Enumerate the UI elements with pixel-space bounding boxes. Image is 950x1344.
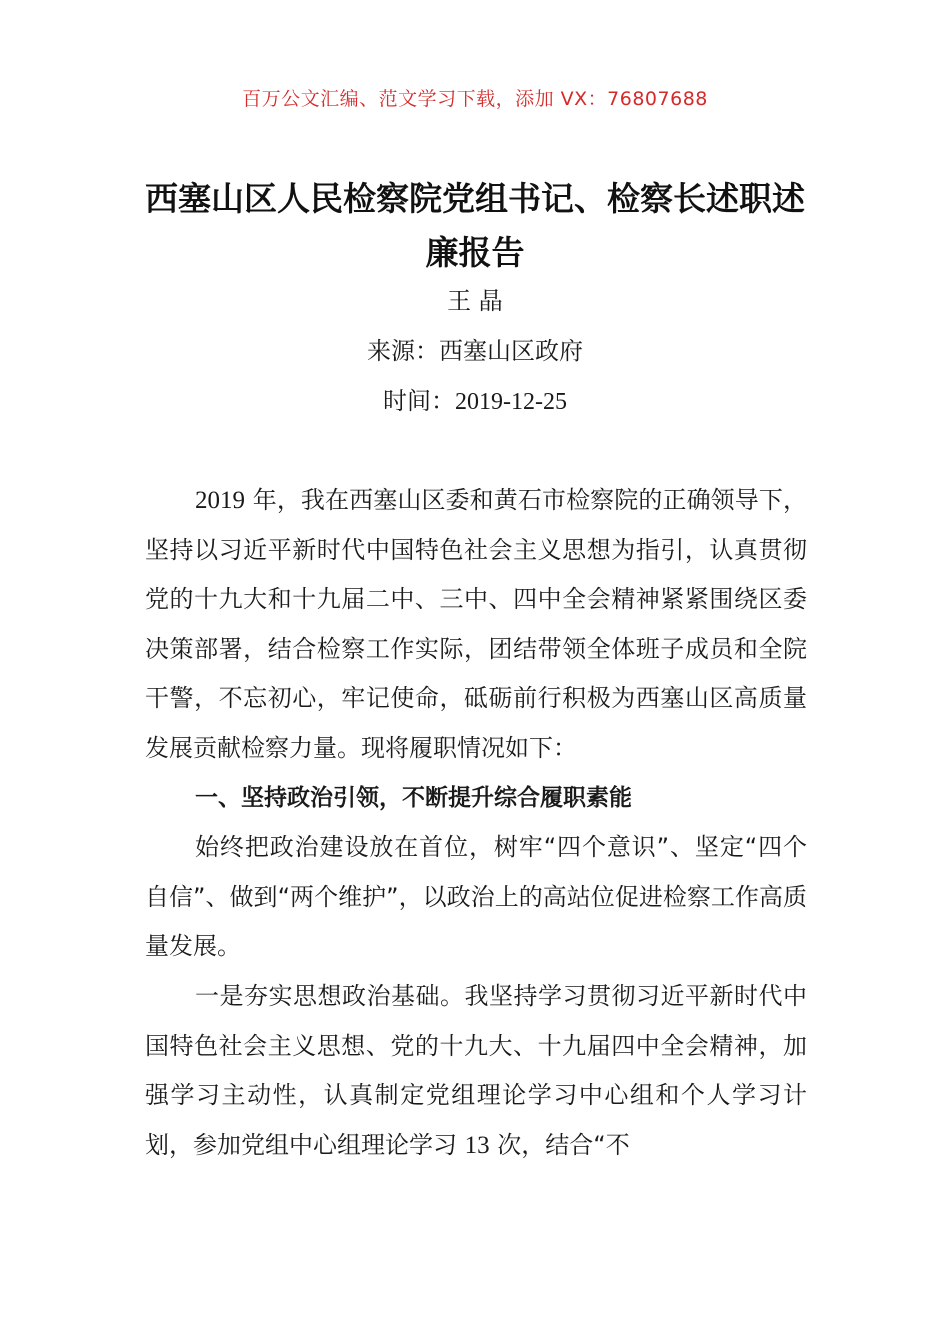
paragraph-ideological-foundation: [145, 972, 807, 1170]
header-watermark-note: 百万公文汇编、范文学习下载，添加 VX：76807688: [242, 88, 708, 110]
study-count: 13: [464, 1131, 490, 1159]
date-value: 2019-12-25: [455, 389, 567, 415]
paragraph-ideological-text-b: 次，结合“不: [489, 1130, 630, 1159]
paragraph-intro-year: 2019: [195, 487, 245, 514]
paragraph-intro-text: 年，我在西塞山区委和黄石市检察院的正确领导下，坚持以习近平新时代中国特色社会主义思想为指引，认真贯彻党的十九大和十九届二中、三中、四中全会精神紧紧围绕区委决策部署，结合检察工作实际，团结带领全体班子成员和全院干警，不忘初心，牢记使命，砥砺前行积极为西塞山区高质量发展贡献检察力量。现将履职情况如下：: [145, 486, 807, 762]
document-body: [145, 476, 807, 1170]
date-label: 时间：: [383, 387, 455, 415]
author-name: 王 晶: [447, 287, 503, 315]
source-line: 来源：西塞山区政府: [367, 337, 583, 365]
document-title: 西塞山区人民检察院党组书记、检察长述职述廉报告: [145, 179, 805, 272]
paragraph-ideological-text-a: 一是夯实思想政治基础。我坚持学习贯彻习近平新时代中国特色社会主义思想、党的十九大、十九届四中全会精神，加强学习主动性，认真制定党组理论学习中心组和个人学习计划，参加党组中心组理论学习: [145, 981, 807, 1159]
paragraph-intro: [145, 476, 807, 774]
date-line: [0, 381, 950, 416]
paragraph-political-construction: 始终把政治建设放在首位，树牢“四个意识”、坚定“四个自信”、做到“两个维护”，以政治上的高站位促进检察工作高质量发展。: [145, 833, 807, 961]
section-heading-1: 一、坚持政治引领，不断提升综合履职素能: [195, 784, 632, 811]
